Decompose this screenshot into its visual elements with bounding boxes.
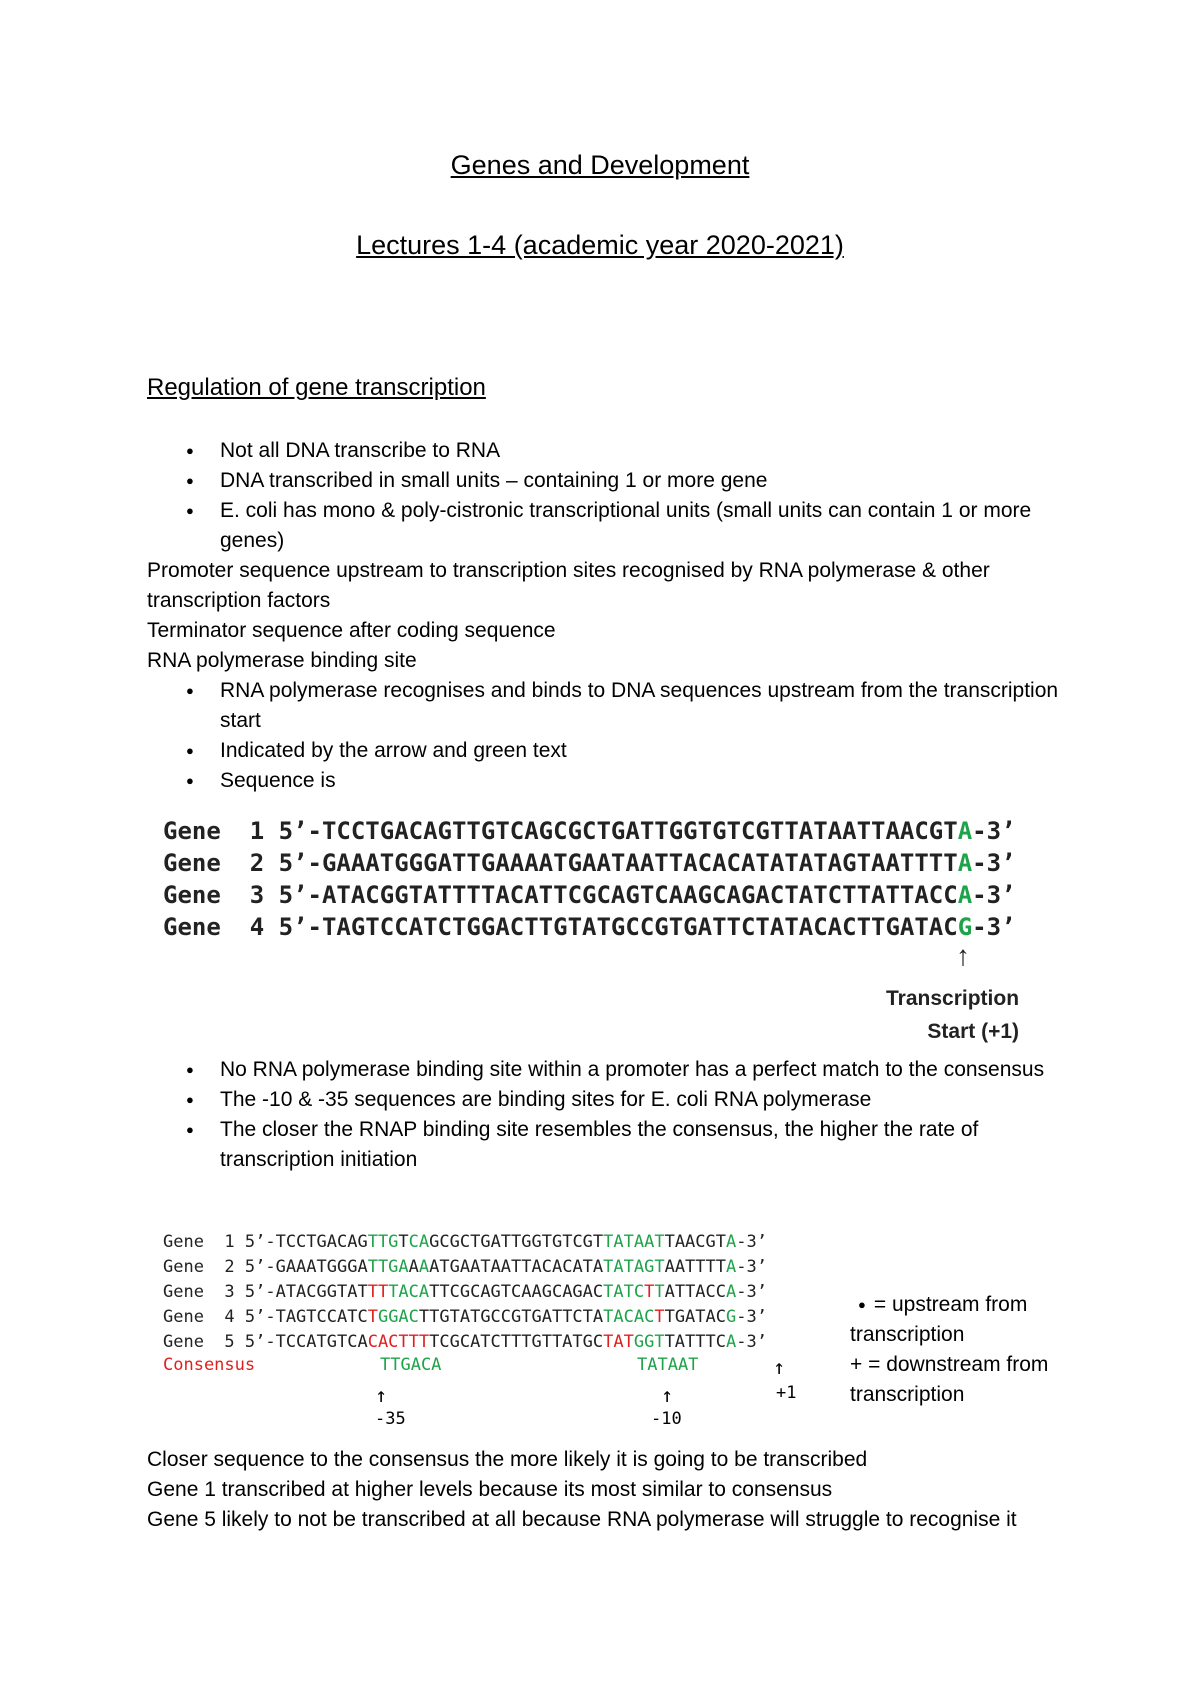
list-item: ● Indicated by the arrow and green text bbox=[147, 736, 1067, 766]
bullet-list-3 bbox=[147, 1055, 1067, 1175]
text-block-1 bbox=[147, 436, 1067, 796]
section-heading: Regulation of gene transcription bbox=[147, 374, 486, 401]
consensus-row bbox=[163, 1355, 823, 1445]
legend-item: ● = upstream from transcription bbox=[850, 1293, 1028, 1346]
list-item: ● Sequence is bbox=[147, 766, 1067, 796]
transcription-start-label: Transcription Start (+1) bbox=[886, 987, 1020, 1043]
list-item: ● E. coli has mono & poly-cistronic transcriptional units (small units can contain 1 or more genes) bbox=[147, 496, 1067, 556]
sequence-row: Gene 3 5’-ATACGGTATTTTACATTCGCAGTCAAGCAGACTATCTTATTACCA-3’ bbox=[163, 881, 1016, 909]
up-arrow-icon: ↑ bbox=[773, 1355, 786, 1379]
sequence-row: Gene 1 5’-TCCTGACAGTTGTCAGCGCTGATTGGTGTCGTTATAATTAACGTA-3’ bbox=[163, 817, 1016, 845]
text-block-2 bbox=[147, 1055, 1067, 1175]
paragraph: RNA polymerase binding site bbox=[147, 649, 417, 672]
sequence-row: Gene 2 5’-GAAATGGGATTGAAAATGAATAATTACACATATATAGTAATTTTA-3’ bbox=[163, 849, 1016, 877]
up-arrow-icon: ↑ bbox=[375, 1383, 388, 1407]
up-arrow-icon: ↑ bbox=[956, 940, 970, 971]
list-item: ● DNA transcribed in small units – containing 1 or more gene bbox=[147, 466, 1067, 496]
consensus-label: Consensus bbox=[163, 1355, 256, 1375]
sequence-row: Gene 3 5’-ATACGGTATTTTACATTCGCAGTCAAGCAGACTATCTTATTACCA-3’ bbox=[163, 1282, 767, 1302]
sequence-row: Gene 2 5’-GAAATGGGATTGAAAATGAATAATTACACATATATAGTAATTTTA-3’ bbox=[163, 1257, 767, 1277]
figure-legend bbox=[850, 1290, 1060, 1410]
text-block-3 bbox=[147, 1445, 1067, 1535]
sequence-row: Gene 5 5’-TCCATGTCACACTTTTCGCATCTTTGTTATGCTATGGTTATTTCA-3’ bbox=[163, 1332, 767, 1352]
list-item: ● The -10 & -35 sequences are binding sites for E. coli RNA polymerase bbox=[147, 1085, 1067, 1115]
consensus-35-sequence: TTGACA bbox=[380, 1355, 442, 1375]
minus-10-label: -10 bbox=[651, 1409, 682, 1429]
paragraph: Gene 5 likely to not be transcribed at all because RNA polymerase will struggle to recognise it bbox=[147, 1508, 1017, 1531]
sequence-row: Gene 1 5’-TCCTGACAGTTGTCAGCGCTGATTGGTGTCGTTATAATTAACGTA-3’ bbox=[163, 1232, 767, 1252]
list-item: ● The closer the RNAP binding site resembles the consensus, the higher the rate of transcription initiation bbox=[147, 1115, 1067, 1175]
minus-35-label: -35 bbox=[375, 1409, 406, 1429]
list-item: ● RNA polymerase recognises and binds to DNA sequences upstream from the transcription start bbox=[147, 676, 1067, 736]
paragraph: Closer sequence to the consensus the more likely it is going to be transcribed bbox=[147, 1448, 868, 1471]
bullet-list-1 bbox=[147, 436, 1067, 556]
gene-sequence-figure bbox=[163, 815, 1016, 943]
list-item: ● Not all DNA transcribe to RNA bbox=[147, 436, 1067, 466]
document-title: Genes and Development bbox=[450, 150, 750, 180]
sequence-row: Gene 4 5’-TAGTCCATCTGGACTTGTATGCCGTGATTCTATACACTTGATACG-3’ bbox=[163, 913, 1016, 941]
consensus-10-sequence: TATAAT bbox=[637, 1355, 699, 1375]
up-arrow-icon: ↑ bbox=[661, 1383, 674, 1407]
consensus-comparison-figure bbox=[163, 1230, 767, 1355]
sequence-row: Gene 4 5’-TAGTCCATCTGGACTTGTATGCCGTGATTCTATACACTTGATACG-3’ bbox=[163, 1307, 767, 1327]
list-item: ● No RNA polymerase binding site within a promoter has a perfect match to the consensus bbox=[147, 1055, 1067, 1085]
paragraph: Terminator sequence after coding sequence bbox=[147, 619, 556, 642]
legend-item: + = downstream from transcription bbox=[850, 1353, 1049, 1406]
bullet-list-2 bbox=[147, 676, 1067, 796]
document-subtitle: Lectures 1-4 (academic year 2020-2021) bbox=[356, 230, 844, 260]
paragraph: Promoter sequence upstream to transcription sites recognised by RNA polymerase & other transcription factors bbox=[147, 559, 990, 612]
plus-one-label: +1 bbox=[776, 1383, 797, 1403]
paragraph: Gene 1 transcribed at higher levels because its most similar to consensus bbox=[147, 1478, 833, 1501]
bullet-icon: ● bbox=[858, 1297, 866, 1312]
